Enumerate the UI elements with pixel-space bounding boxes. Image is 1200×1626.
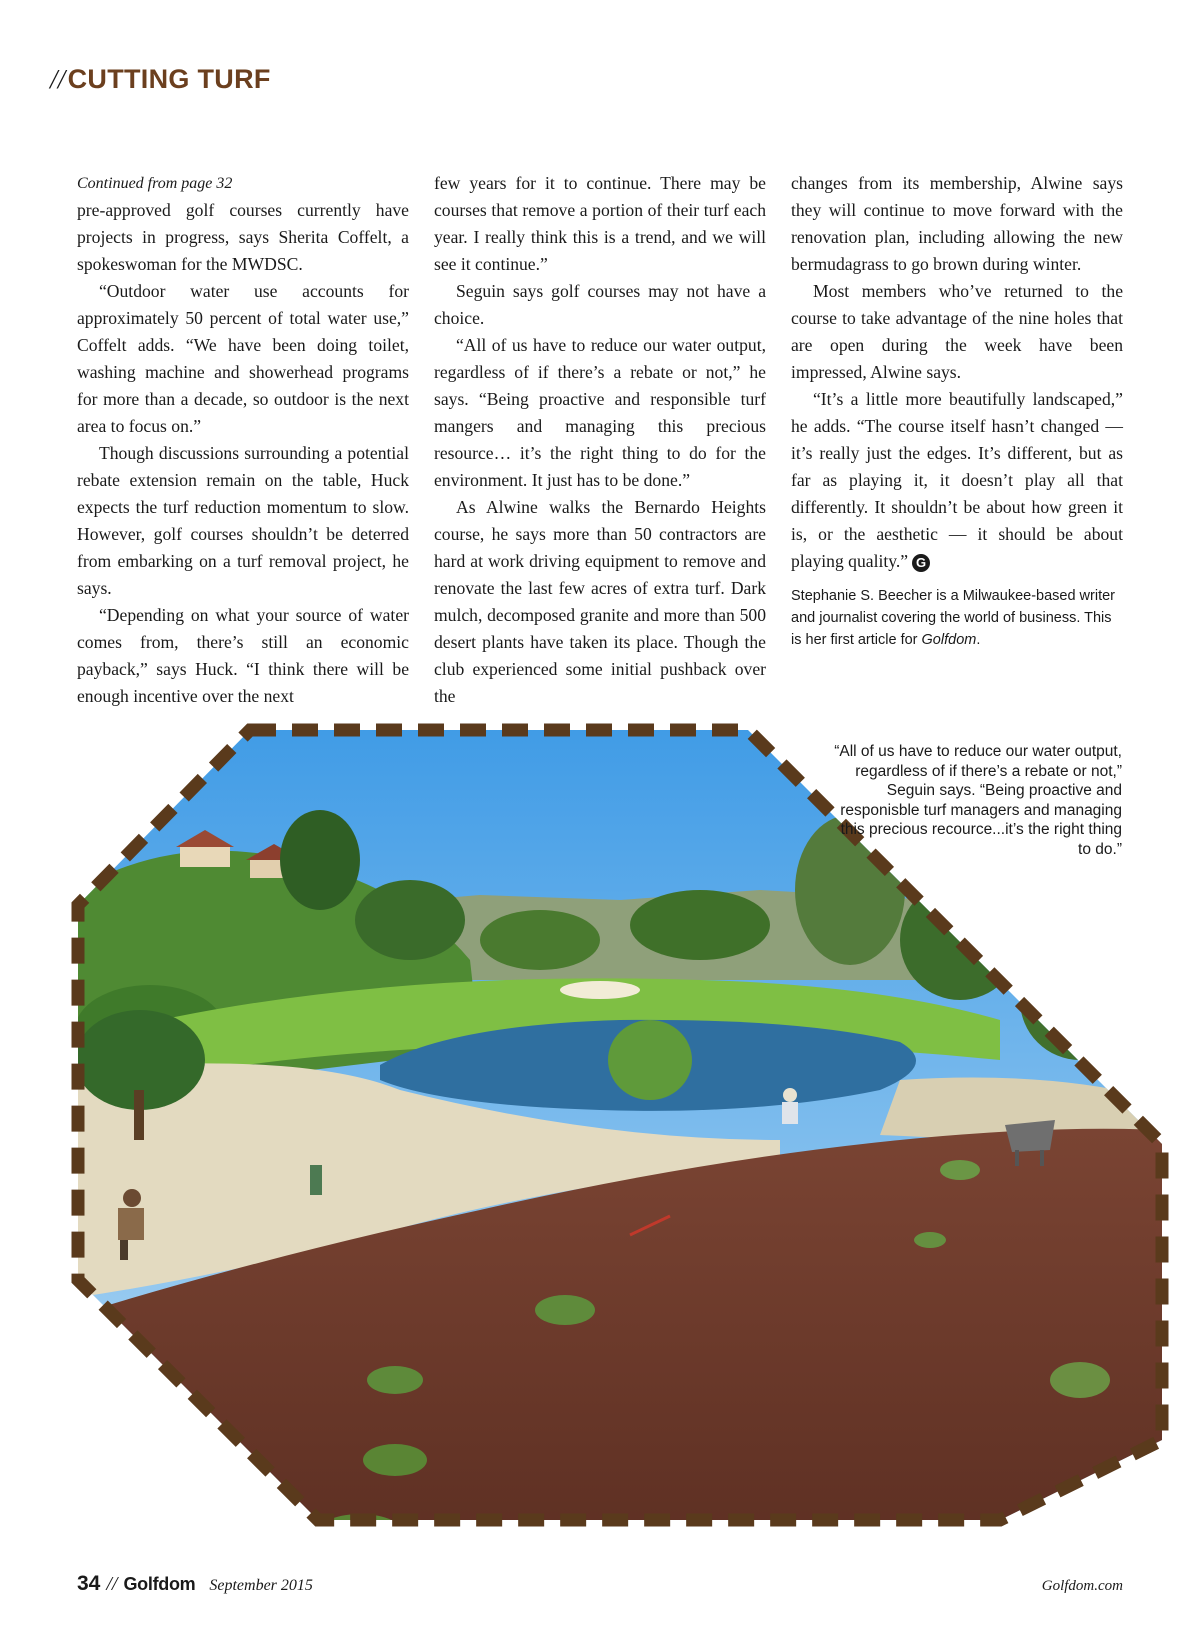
magazine-name: Golfdom (123, 1574, 196, 1594)
paragraph: pre-approved golf courses currently have projects in progress, says Sherita Coffelt, a spokeswoman for the MWDSC. (77, 200, 409, 274)
bio-publication: Golfdom (921, 632, 977, 648)
continued-note: Continued from page 32 (77, 175, 233, 192)
end-mark-icon: G (912, 554, 930, 572)
paragraph: Most members who’ve returned to the course to take advantage of the nine holes that are open during the week have been impressed, Alwine says. (791, 281, 1123, 382)
paragraph: “Outdoor water use accounts for approximately 50 percent of total water use,” Coffelt adds. “We have been doing toilet, washing machine and showerhead programs for more than a decade, so outdoor is the next area to focus on.” (77, 281, 409, 436)
paragraph: “Depending on what your source of water comes from, there’s still an economic payback,” says Huck. “I think there will be enough incentive over the next (77, 605, 409, 706)
paragraph: Seguin says golf courses may not have a choice. (434, 281, 766, 328)
website-url: Golfdom.com (1041, 1578, 1123, 1594)
paragraph: Though discussions surrounding a potential rebate extension remain on the table, Huck expects the turf reduction momentum to slow. However, golf courses shouldn’t be deterred from embarking on a turf removal project, he says. (77, 443, 409, 598)
author-bio (791, 585, 1123, 651)
page-footer (77, 1572, 313, 1596)
paragraph: changes from its membership, Alwine says they will continue to move forward with the renovation plan, including allowing the new bermudagrass to go brown during winter. (791, 173, 1123, 274)
section-header (50, 64, 271, 95)
article-column-3 (791, 170, 1123, 651)
pull-quote: “All of us have to reduce our water output, regardless of if there’s a rebate or not,” Seguin says. “Being proactive and responisble turf managers and managing this precious recource...it’s the right thing to do.” (834, 743, 1122, 858)
section-slashes: // (50, 64, 66, 94)
paragraph: few years for it to continue. There may be courses that remove a portion of their turf each year. I really think this is a trend, and we will see it continue.” (434, 173, 766, 274)
paragraph: “All of us have to reduce our water output, regardless of if there’s a rebate or not,” he says. “Being proactive and responsible turf mangers and managing this precious resource… it’s the right thing to do for the environment. It just has to be done.” (434, 335, 766, 490)
footer-slashes: // (106, 1573, 118, 1595)
page-number: 34 (77, 1572, 101, 1595)
bio-text: Stephanie S. Beecher is a Milwaukee-based writer and journalist covering the world of business. This is her first article for (791, 588, 1115, 648)
section-title: CUTTING TURF (67, 64, 271, 94)
issue-date: September 2015 (209, 1577, 313, 1594)
paragraph: As Alwine walks the Bernardo Heights course, he says more than 50 contractors are hard at work driving equipment to remove and renovate the last few acres of extra turf. Dark mulch, decomposed granite and more than 500 desert plants have taken its place. Though the club experienced some initial pushback over the (434, 497, 766, 706)
article-column-1 (77, 170, 409, 710)
paragraph (791, 386, 1123, 575)
bio-end: . (976, 632, 981, 648)
paragraph-text: “It’s a little more beautifully landscaped,” he adds. “The course itself hasn’t changed — it’s really just the edges. It’s different, but as far as playing it, it doesn’t play all that differently. It shouldn’t be about how green it is, or the aesthetic — it should be about playing quality.” (791, 389, 1123, 571)
article-column-2 (434, 170, 766, 710)
